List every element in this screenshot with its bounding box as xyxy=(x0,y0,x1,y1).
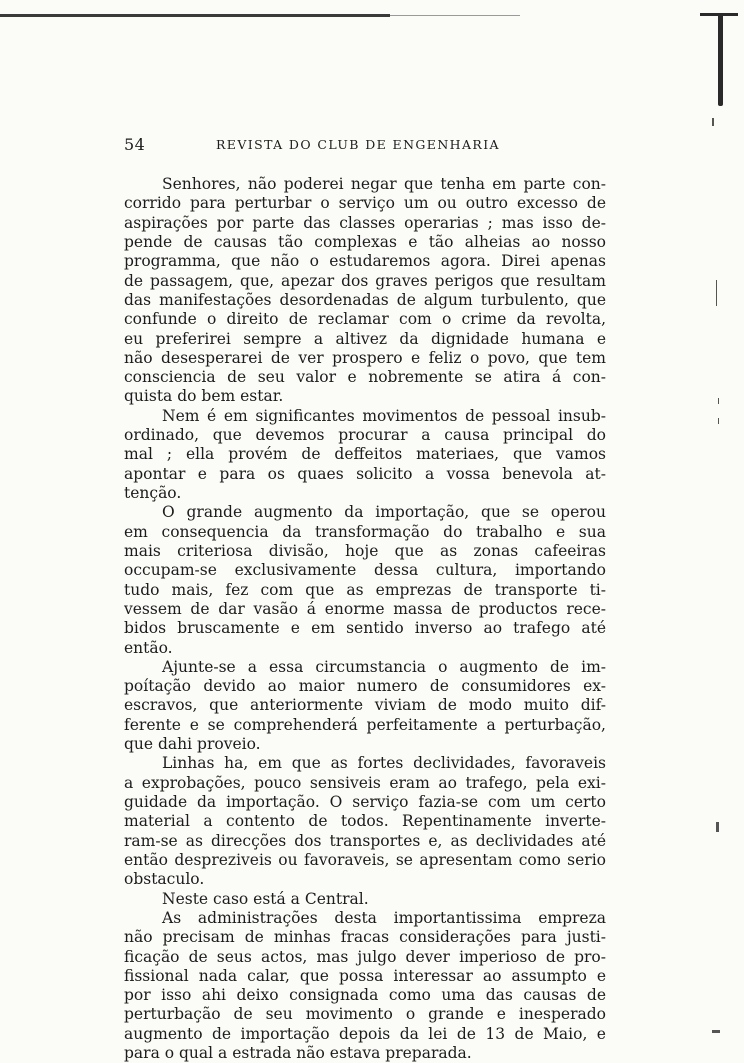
text-line: Neste caso está a Central. xyxy=(162,889,369,908)
page-header xyxy=(124,135,614,155)
text-line: occupam-se exclusivamente dessa cultura, importando xyxy=(124,561,606,580)
text-line: vessem de dar vasão á enorme massa de productos rece- xyxy=(124,599,606,618)
scan-edge-top-faint xyxy=(390,15,520,16)
text-line: corrido para perturbar o serviço um ou outro excesso de xyxy=(124,194,606,213)
text-line: então. xyxy=(124,638,173,657)
text-line: aspirações por parte das classes operarias ; mas isso de- xyxy=(124,213,606,232)
text-line: poítação devido ao maior numero de consumidores ex- xyxy=(124,677,606,696)
text-line: perturbação de seu movimento o grande e inesperado xyxy=(124,1005,606,1024)
text-line: obstaculo. xyxy=(124,870,205,889)
text-line: material a contento de todos. Repentinamente inverte- xyxy=(124,812,606,831)
scan-edge-top xyxy=(0,14,390,17)
text-line: augmento de importação depois da lei de 13 de Maio, e xyxy=(124,1024,606,1043)
text-line: tenção. xyxy=(124,484,182,502)
text-line: escravos, que anteriormente viviam de modo muito dif- xyxy=(124,696,606,715)
text-line: ferente e se comprehenderá perfeitamente a perturbação, xyxy=(124,715,606,734)
text-line: a exprobações, pouco sensiveis eram ao trafego, pela exi- xyxy=(124,773,606,792)
text-line: As administrações desta importantissima empreza xyxy=(162,908,606,927)
text-line: Nem é em significantes movimentos de pessoal insub- xyxy=(162,406,606,425)
text-line: tudo mais, fez com que as emprezas de transporte ti- xyxy=(124,580,606,599)
margin-mark xyxy=(716,280,717,306)
text-line: Senhores, não poderei negar que tenha em parte con- xyxy=(162,175,606,193)
margin-mark xyxy=(712,1030,720,1033)
margin-mark xyxy=(718,418,719,424)
text-line: confunde o direito de reclamar com o crime da revolta, xyxy=(124,310,606,329)
text-line: guidade da importação. O serviço fazia-se com um certo xyxy=(124,793,606,811)
text-line: então despreziveis ou favoraveis, se apresentam como serio xyxy=(124,850,606,869)
text-line: não desesperarei de ver prospero e feliz o povo, que tem xyxy=(124,348,606,367)
scan-edge-right xyxy=(718,14,723,106)
text-line: quista do bem estar. xyxy=(124,387,284,406)
text-line: eu preferirei sempre a altivez da dignidade humana e xyxy=(124,329,606,348)
text-line: Linhas ha, em que as fortes declividades, favoraveis xyxy=(162,754,606,773)
margin-mark xyxy=(716,822,719,832)
text-line: não precisam de minhas fracas considerações para justi- xyxy=(124,928,606,947)
text-line: pende de causas tão complexas e tão alheias ao nosso xyxy=(124,232,606,251)
text-line: consciencia de seu valor e nobremente se atira á con- xyxy=(124,368,606,387)
text-line: Ajunte-se a essa circumstancia o augmento de im- xyxy=(162,657,606,676)
text-line: que dahi proveio. xyxy=(124,735,261,754)
margin-mark xyxy=(712,118,714,126)
text-line: em consequencia da transformação do trabalho e sua xyxy=(124,522,606,541)
text-line: programma, que não o estudaremos agora. Direi apenas xyxy=(124,252,606,271)
text-line: das manifestações desordenadas de algum turbulento, que xyxy=(124,290,606,309)
text-line: para o qual a estrada não estava preparada. xyxy=(124,1044,472,1063)
margin-mark xyxy=(718,398,719,404)
text-line: fissional nada calar, que possa interessar ao assumpto e xyxy=(124,966,606,985)
text-line: O grande augmento da importação, que se operou xyxy=(162,503,606,522)
body-text xyxy=(124,175,606,1063)
text-line: de passagem, que, apezar dos graves perigos que resultam xyxy=(124,271,606,290)
text-line: bidos bruscamente e em sentido inverso ao trafego até xyxy=(124,619,606,638)
running-title: REVISTA DO CLUB DE ENGENHARIA xyxy=(216,137,500,152)
text-line: apontar e para os quaes solicito a vossa benevola at- xyxy=(124,464,606,483)
text-line: mal ; ella provém de deffeitos materiaes, que vamos xyxy=(124,445,606,464)
text-line: por isso ahi deixo consignada como uma das causas de xyxy=(124,986,606,1005)
text-line: ordinado, que devemos procurar a causa principal do xyxy=(124,426,606,445)
page-number: 54 xyxy=(124,135,146,154)
text-line: mais criteriosa divisão, hoje que as zonas cafeeiras xyxy=(124,541,606,560)
text-line: ram-se as direcções dos transportes e, as declividades até xyxy=(124,831,606,850)
text-line: ficação de seus actos, mas julgo dever imperioso de pro- xyxy=(124,947,606,966)
